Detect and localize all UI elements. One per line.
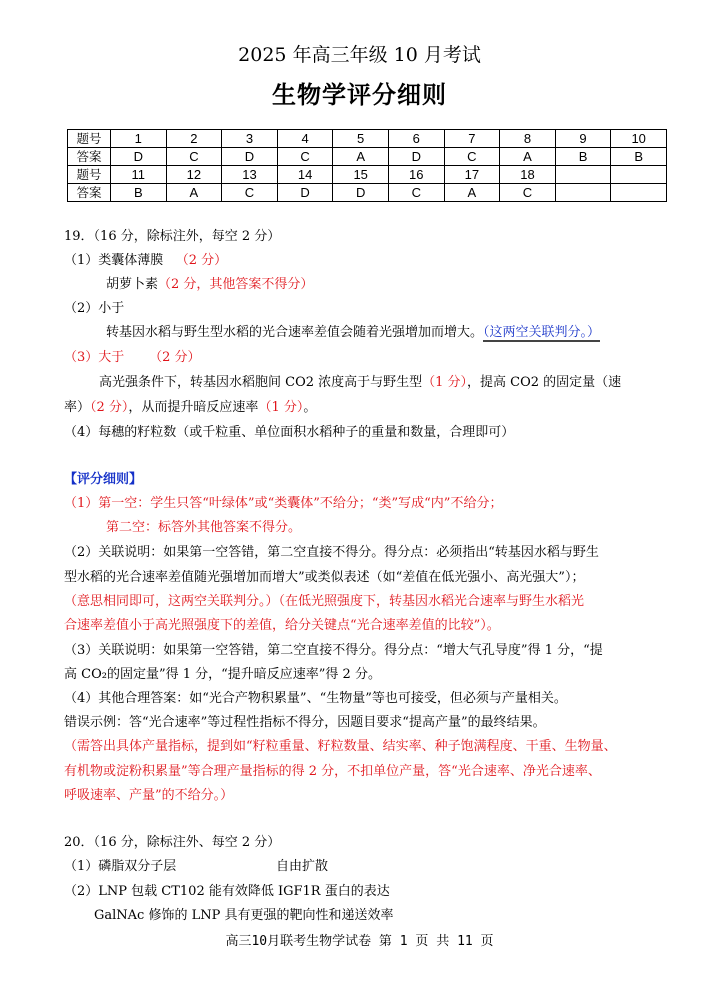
rubric-line: （4）其他合理答案：如“光合产物积累量”、“生物量”等也可接受，但必须与产量相关。 (64, 691, 567, 706)
answer-cell: A (333, 148, 389, 166)
answer-cell: D (388, 148, 444, 166)
question-number: 6 (388, 130, 444, 148)
row-label: 题号 (68, 166, 111, 184)
answer-cell: C (166, 148, 222, 166)
question-number: 4 (277, 130, 333, 148)
q19-answer-3c (64, 399, 316, 417)
q19-answer-1b (106, 276, 313, 294)
answer-cell: A (166, 184, 222, 202)
answer-cell: C (500, 184, 556, 202)
table-row (68, 148, 667, 166)
score-note: （2 分） (175, 253, 228, 268)
question-number: 7 (444, 130, 500, 148)
rubric-text: （在低光照强度下，转基因水稻光合速率与野生水稻光 (278, 594, 585, 609)
table-row (68, 130, 667, 148)
question-number: 18 (500, 166, 556, 184)
answer-cell: D (222, 148, 278, 166)
question-number: 13 (222, 166, 278, 184)
question-number: 16 (388, 166, 444, 184)
q19-answer-1 (64, 252, 227, 270)
rubric-line: （1）第一空：学生只答“叶绿体”或“类囊体”不给分；“类”写成“内”不给分； (64, 496, 503, 511)
answer-cell: A (500, 148, 556, 166)
rubric-line: 高 CO₂的固定量”得 1 分，“提升暗反应速率”得 2 分。 (64, 667, 381, 682)
answer-cell: D (111, 148, 167, 166)
row-label: 答案 (68, 184, 111, 202)
q20-answer-1b: 自由扩散 (276, 859, 329, 874)
answer-text: 胡萝卜素 (106, 277, 159, 292)
rubric-line: （需答出具体产量指标，提到如“籽粒重量、籽粒数量、结实率、种子饱满程度、干重、生物量、 (64, 739, 617, 754)
answer-text: 高光强条件下，转基因水稻胞间 CO2 浓度高于与野生型 (99, 375, 423, 390)
question-number: 5 (333, 130, 389, 148)
rubric-line: 型水稻的光合速率差值随光强增加而增大”或类似表述（如“差值在低光强小、高光强大”）； (64, 570, 585, 585)
rubric-line: （3）关联说明：如果第一空答错，第二空直接不得分。得分点：“增大气孔导度”得 1 分，“提 (64, 643, 603, 658)
rubric-title: 生物学评分细则 (272, 80, 447, 109)
linked-scoring-note: （这两空关联判分。） (483, 325, 601, 340)
rubric-text: （意思相同即可，这两空关联判分。） (64, 594, 279, 609)
answer-cell (555, 184, 611, 202)
rubric-line: 错误示例：答“光合速率”等过程性指标不得分，因题目要求“提高产量”的最终结果。 (64, 715, 546, 730)
question-number: 17 (444, 166, 500, 184)
row-label: 题号 (68, 130, 111, 148)
question-number: 3 (222, 130, 278, 148)
rubric-line (64, 593, 584, 611)
question-number: 12 (166, 166, 222, 184)
answer-text: 率） (64, 400, 91, 415)
answer-cell: A (444, 184, 500, 202)
question-number: 10 (611, 130, 667, 148)
question-number (611, 166, 667, 184)
answer-cell: C (388, 184, 444, 202)
page-footer: 高三10月联考生物学试卷 第 1 页 共 11 页 (225, 934, 494, 949)
answer-table (67, 129, 667, 202)
answer-text: 。 (303, 400, 317, 415)
answer-cell: C (444, 148, 500, 166)
q20-answer-1: （1）磷脂双分子层 (64, 859, 177, 874)
q19-answer-3 (64, 349, 200, 367)
answer-cell (611, 184, 667, 202)
q20-answer-2: （2）LNP 包载 CT102 能有效降低 IGF1R 蛋白的表达 (64, 884, 390, 899)
question-number: 8 (500, 130, 556, 148)
question-number (555, 166, 611, 184)
answer-text: （3）大于 (64, 350, 125, 365)
answer-cell: B (111, 184, 167, 202)
answer-cell: D (333, 184, 389, 202)
rubric-line: 第二空：标答外其他答案不得分。 (106, 520, 302, 535)
rubric-line: 有机物或淀粉积累量”等合理产量指标的得 2 分，不扣单位产量，答“光合速率、净光合速率、 (64, 764, 601, 779)
q19-answer-2b (106, 324, 600, 342)
q20-answer-2b: GalNAc 修饰的 LNP 具有更强的靶向性和递送效率 (94, 908, 394, 923)
answer-text: 转基因水稻与野生型水稻的光合速率差值会随着光强增加而增大。 (106, 325, 484, 340)
answer-cell: B (611, 148, 667, 166)
question-number: 11 (111, 166, 167, 184)
table-row (68, 184, 667, 202)
question-number: 14 (277, 166, 333, 184)
question-number: 15 (333, 166, 389, 184)
answer-cell: C (277, 148, 333, 166)
q20-heading: 20．（16 分，除标注外、每空 2 分） (64, 835, 281, 850)
rubric-heading: 【评分细则】 (64, 472, 143, 487)
score-note: （1 分） (422, 375, 468, 390)
answer-text: （1）类囊体薄膜 (64, 253, 164, 268)
score-note: （1 分） (258, 400, 304, 415)
q19-answer-4: （4）每穗的籽粒数（或千粒重、单位面积水稻种子的重量和数量，合理即可） (64, 425, 515, 440)
rubric-line: 呼吸速率、产量”的不给分。） (64, 788, 234, 803)
question-number: 9 (555, 130, 611, 148)
q19-answer-2: （2）小于 (64, 301, 125, 316)
row-label: 答案 (68, 148, 111, 166)
answer-cell: C (222, 184, 278, 202)
table-row (68, 166, 667, 184)
score-note: （2 分，其他答案不得分） (158, 277, 314, 292)
rubric-line: 合速率差值小于高光照强度下的差值，给分关键点“光合速率差值的比较”）。 (64, 618, 500, 633)
exam-title: 2025 年高三年级 10 月考试 (238, 44, 481, 66)
score-note: （2 分） (149, 350, 201, 365)
answer-cell: D (277, 184, 333, 202)
answer-text: ，提高 CO2 的固定量（速 (467, 375, 622, 390)
answer-cell: B (555, 148, 611, 166)
q19-heading: 19．（16 分，除标注外，每空 2 分） (64, 229, 281, 244)
question-number: 2 (166, 130, 222, 148)
q19-answer-3b (99, 374, 621, 392)
question-number: 1 (111, 130, 167, 148)
score-note: （2 分） (90, 400, 129, 415)
answer-text: ，从而提升暗反应速率 (128, 400, 259, 415)
rubric-line: （2）关联说明：如果第一空答错，第二空直接不得分。得分点：必须指出“转基因水稻与野生 (64, 545, 599, 560)
